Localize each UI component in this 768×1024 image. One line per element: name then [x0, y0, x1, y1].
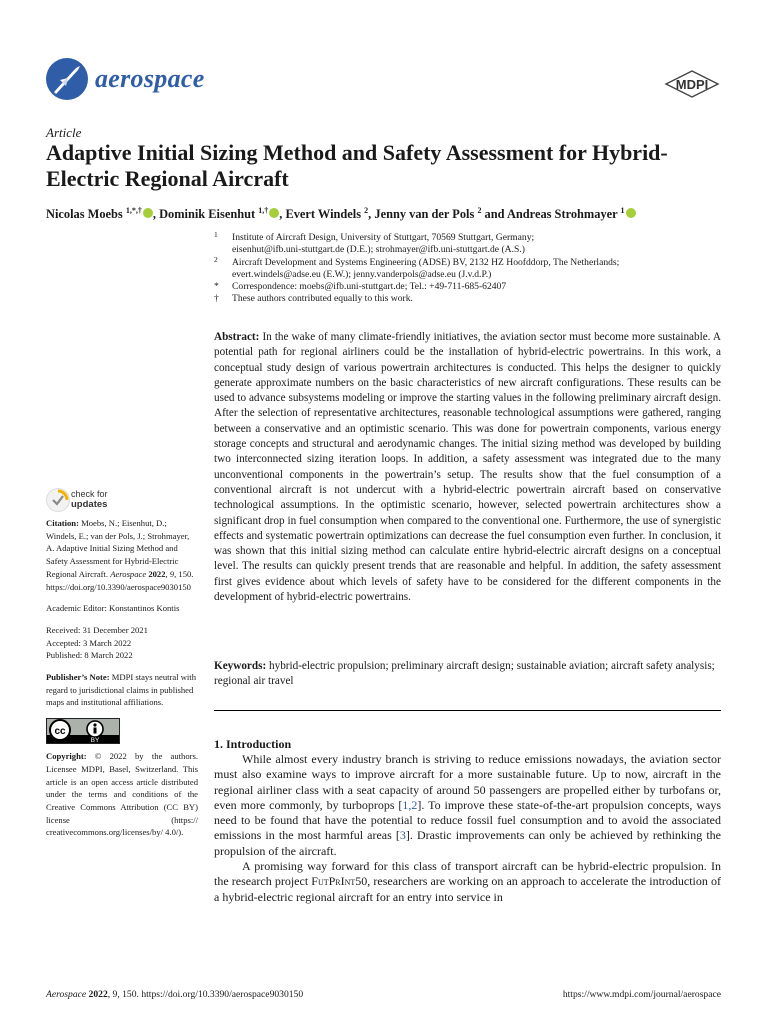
- affiliation-line: evert.windels@adse.eu (E.W.); jenny.vanderpols@adse.eu (J.v.d.P.): [232, 268, 492, 280]
- affiliation-item: [214, 281, 734, 293]
- introduction-body: [214, 752, 721, 905]
- orcid-icon[interactable]: [626, 208, 636, 218]
- article-type: Article: [46, 125, 82, 140]
- copyright-text: © 2022 by the authors. Licensee MDPI, Basel, Switzerland. This article is an open access article distributed under the terms and conditions of the Creative Commons Attribution (CC BY) license (https:// creativecommons.org/licenses/by/ 4.0/).: [46, 751, 198, 838]
- affiliation-mark: 1: [214, 230, 218, 239]
- reference-link[interactable]: 3: [399, 828, 406, 843]
- publisher-note-text: MDPI stays neutral with regard to jurisdictional claims in published maps and institutional affiliations.: [46, 672, 196, 708]
- check-updates-icon: [46, 488, 70, 512]
- check-for-updates-button[interactable]: [46, 488, 166, 512]
- license-by-label: BY: [90, 737, 100, 744]
- author-name: Jenny van der Pols: [374, 207, 475, 222]
- affiliation-line: Aircraft Development and Systems Engineering (ADSE) BV, 2132 HZ Hoofddorp, The Netherlands;: [232, 256, 620, 268]
- citation: Citation: Moebs, N.; Eisenhut, D.; Windels, E.; van der Pols, J.; Strohmayer, A. Adaptive Initial Sizing Method and Safety Assessment for Hybrid-Electric Regional Aircraft. Aerospace 2022, 9, 150. https://doi.org/10.3390/aerospace9030150: [46, 518, 194, 592]
- author-separator: and: [481, 207, 507, 222]
- author-name: Dominik Eisenhut: [159, 207, 256, 222]
- footer-journal: Aerospace: [46, 989, 87, 1000]
- keywords-text: hybrid-electric propulsion; preliminary aircraft design; sustainable aviation; aircraft safety analysis; regional air travel: [214, 660, 715, 688]
- citation-doi[interactable]: , 150. https://doi.org/10.3390/aerospace9030150: [46, 568, 194, 592]
- academic-editor: Academic Editor: Konstantinos Kontis: [46, 603, 180, 614]
- section-divider: [214, 710, 721, 711]
- check-updates-line1: check for: [71, 489, 108, 499]
- citation-text: Moebs, N.; Eisenhut, D.; Windels, E.; van der Pols, J.; Strohmayer, A. Adaptive Initial Sizing Method and Safety Assessment for Hybrid-Electric Regional Aircraft.: [46, 518, 190, 579]
- section-heading-introduction: 1. Introduction: [214, 737, 292, 751]
- affiliation-mark: †: [214, 293, 219, 305]
- keywords-label: Keywords:: [214, 660, 267, 672]
- citation-label: Citation:: [46, 518, 79, 528]
- copyright: [46, 750, 198, 839]
- abstract-label: Abstract:: [214, 331, 260, 343]
- citation-volume: 9: [169, 568, 175, 579]
- footer-journal-url[interactable]: https://www.mdpi.com/journal/aerospace: [562, 989, 721, 1000]
- publisher-logo-icon: [664, 70, 720, 98]
- author-affiliation-mark: 1,†: [258, 206, 269, 215]
- orcid-icon[interactable]: [143, 208, 153, 218]
- project-name: FutPrInt50: [311, 874, 368, 889]
- affiliation-mark: *: [214, 281, 219, 293]
- author-name: Nicolas Moebs: [46, 207, 123, 222]
- affiliation-mark: 2: [214, 254, 218, 264]
- accepted-date: Accepted: 3 March 2022: [46, 637, 132, 648]
- dates: [46, 624, 198, 662]
- copyright-label: Copyright:: [46, 751, 87, 762]
- publisher-note: [46, 671, 198, 709]
- published-date: Published: 8 March 2022: [46, 650, 133, 661]
- affiliation-item: [214, 232, 734, 257]
- author-separator: ,: [279, 207, 286, 222]
- affiliation-line: Correspondence: moebs@ifb.uni-stuttgart.de; Tel.: +49-711-685-62407: [232, 281, 507, 293]
- affiliations: [214, 232, 734, 306]
- author-name: Andreas Strohmayer: [506, 207, 618, 222]
- footer-citation: [46, 989, 303, 1000]
- author-separator: ,: [368, 207, 375, 222]
- affiliation-line: eisenhut@ifb.uni-stuttgart.de (D.E.); strohmayer@ifb.uni-stuttgart.de (A.S.): [232, 244, 525, 256]
- author-affiliation-mark: 1: [620, 206, 625, 215]
- abstract-text: In the wake of many climate-friendly initiatives, the aviation sector must become more sustainable. A potential path for regional airliners could be the installation of hybrid-electric powertrains. In this work, a conceptual study design of various powertrain architectures is conducted. This helps the designer to quickly generate approximate numbers on the basic characteristics of new aircraft configurations. These results can be used to advance subsystems modeling or improve the starting values in the following preliminary aircraft design. After the selection of representative architectures, reasonable technological assumptions were gathered, ranging between a conservative and an optimistic scenario. This was done for powertrain components, various energy storage concepts and structural and aerodynamic changes. The initial sizing method was developed by building two interconnected sizing iteration loops. In addition, a safety assessment was integrated due to the many unconventional components in the powertrain’s setup. The results show that the fuel consumption of a conventional aircraft is not undercut with a hybrid-electric powertrain aircraft based on conservative technological assumptions. In the optimistic scenario, however, selected powertrain architectures show a significant drop in fuel consumption when compared to the conventional one. Furthermore, the use of synergistic effects and systematic powertrain optimizations can decrease the fuel consumption even further. In conclusion, it was shown that this initial sizing method can calculate entire hybrid-electric aircraft designs on a conceptual level. The results can quickly present trends that are reasonable and helpful. In addition, the safety assessment first gives evidence about which levels of safety have to be considered for the different components in the development of hybrid-electric powertrains.: [214, 331, 722, 604]
- keywords: [214, 659, 721, 690]
- author-affiliation-mark: 1,*,†: [125, 206, 142, 215]
- intro-paragraph-2: A promising way forward for this class of transport aircraft can be hybrid-electric propulsion. In the research project FutPrInt50, researchers are working on an approach to accelerate the introduction of a hybrid-electric regional aircraft for an entry into service in: [214, 859, 721, 904]
- footer-year: 2022: [88, 989, 108, 1000]
- cc-by-license-icon[interactable]: [46, 718, 120, 744]
- author-affiliation-mark: 2: [477, 206, 482, 215]
- sidebar: [46, 517, 198, 839]
- orcid-icon[interactable]: [269, 208, 279, 218]
- publisher-name: MDPI: [675, 77, 709, 92]
- svg-text:cc: cc: [54, 726, 66, 738]
- affiliation-line: These authors contributed equally to this work.: [232, 293, 413, 305]
- author-name: Evert Windels: [285, 207, 362, 222]
- reference-link[interactable]: 1,2: [402, 797, 418, 812]
- citation-year: 2022: [148, 568, 166, 579]
- affiliation-item: [214, 254, 734, 282]
- affiliation-item: [214, 293, 734, 305]
- author-list: [46, 206, 736, 222]
- article-title: Adaptive Initial Sizing Method and Safety Assessment for Hybrid-Electric Regional Aircraft: [46, 140, 668, 191]
- received-date: Received: 31 December 2021: [46, 624, 148, 635]
- journal-name: aerospace: [95, 64, 205, 93]
- journal-logo-icon: [46, 58, 88, 100]
- citation-journal: Aerospace: [110, 568, 147, 579]
- author-separator: ,: [152, 207, 160, 222]
- publisher-note-label: Publisher’s Note:: [46, 672, 110, 683]
- footer-doi[interactable]: , 9, 150. https://doi.org/10.3390/aerospace9030150: [107, 989, 304, 1000]
- intro-paragraph-1: While almost every industry branch is striving to reduce emissions nowadays, the aviation sector must also examine ways to improve aircraft for a more sustainable future. Up to now, aircraft in the regional airliner class with a seat capacity of around 50 passengers are propelled either by turbofans or, even more commonly, by turboprops [1,2]. To improve these state-of-the-art propulsion concepts, ways need to be found that have the potential to reduce fossil fuel consumption and to avoid the associated emissions in the most harmful areas [3]. Drastic improvements can only be achieved by rethinking the propulsion of the aircraft.: [214, 752, 722, 858]
- abstract: [214, 330, 721, 605]
- affiliation-line: Institute of Aircraft Design, University of Stuttgart, 70569 Stuttgart, Germany;: [232, 232, 535, 243]
- author-affiliation-mark: 2: [364, 206, 369, 215]
- check-updates-line2: updates: [71, 499, 108, 510]
